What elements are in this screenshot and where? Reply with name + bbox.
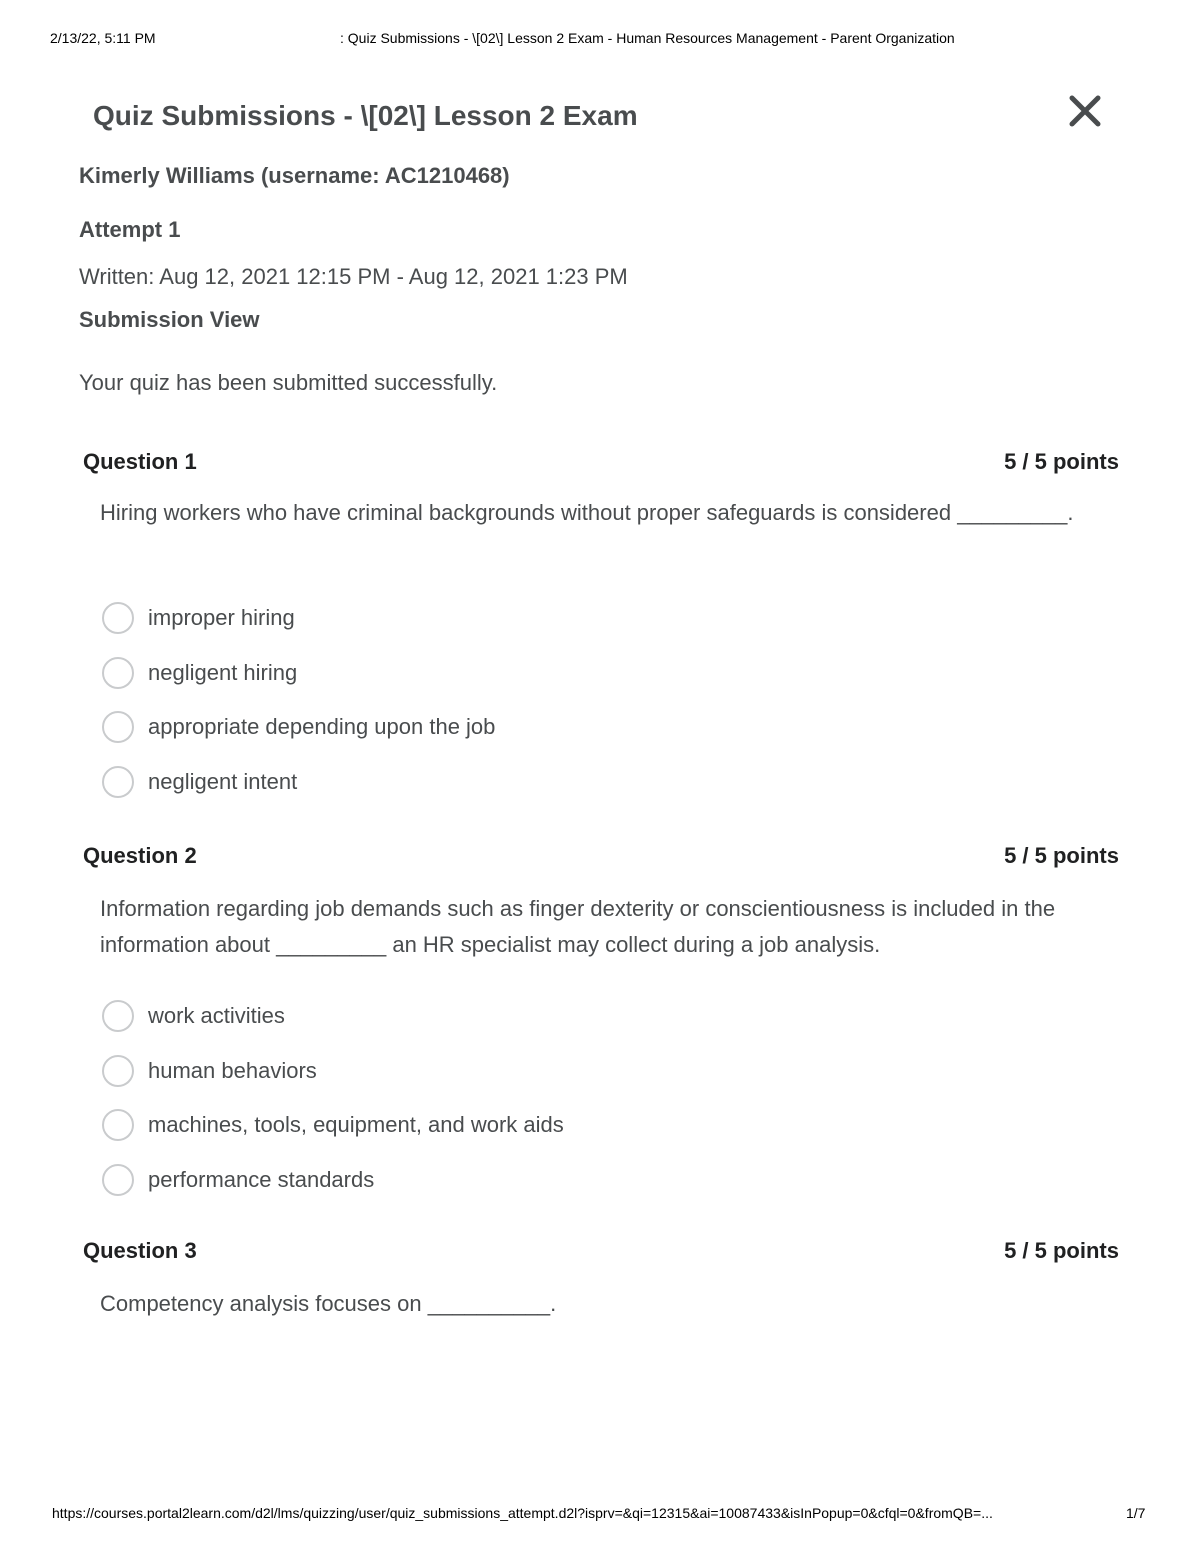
answer-option[interactable] [102, 755, 495, 810]
written-timestamp: Written: Aug 12, 2021 12:15 PM - Aug 12, 2021 1:23 PM [79, 264, 628, 289]
answer-label: negligent hiring [148, 659, 298, 685]
question-points: 5 / 5 points [1004, 449, 1119, 474]
radio-button[interactable] [102, 1164, 134, 1196]
page-number: 1/7 [1126, 1505, 1146, 1521]
print-header [0, 30, 1200, 50]
submission-view-label: Submission View [79, 307, 260, 332]
answer-label: appropriate depending upon the job [148, 714, 496, 740]
submitted-message: Your quiz has been submitted successfully. [79, 370, 498, 395]
answer-option[interactable] [102, 1098, 564, 1153]
answer-label: work activities [148, 1003, 285, 1029]
radio-button[interactable] [102, 711, 134, 743]
question-points: 5 / 5 points [1004, 843, 1119, 868]
answer-option[interactable] [102, 646, 495, 701]
answer-options [102, 591, 495, 809]
answer-label: improper hiring [148, 605, 295, 631]
close-icon [1066, 92, 1104, 130]
question-text: Competency analysis focuses on __________. [100, 1291, 557, 1316]
question-title: Question 2 [83, 843, 197, 868]
close-button[interactable] [1066, 92, 1104, 130]
answer-label: human behaviors [148, 1057, 317, 1083]
page-title: Quiz Submissions - \[02\] Lesson 2 Exam [93, 100, 638, 131]
radio-button[interactable] [102, 1000, 134, 1032]
question-title: Question 1 [83, 449, 197, 474]
answer-options [102, 989, 564, 1207]
question-points: 5 / 5 points [1004, 1238, 1119, 1263]
question-title: Question 3 [83, 1238, 197, 1263]
answer-option[interactable] [102, 591, 495, 646]
answer-option[interactable] [102, 989, 564, 1044]
user-line: Kimerly Williams (username: AC1210468) [79, 163, 510, 188]
radio-button[interactable] [102, 1055, 134, 1087]
attempt-label: Attempt 1 [79, 217, 181, 242]
answer-option[interactable] [102, 1044, 564, 1099]
answer-option[interactable] [102, 700, 495, 755]
radio-button[interactable] [102, 766, 134, 798]
radio-button[interactable] [102, 1109, 134, 1141]
question-1 [0, 449, 1200, 794]
print-url: https://courses.portal2learn.com/d2l/lms/quizzing/user/quiz_submissions_attempt.d2l?isprv=&qi=12315&ai=10087433&isInPopup=0&cfql=0&fromQB=... [52, 1505, 993, 1521]
print-doc-title: : Quiz Submissions - \[02\] Lesson 2 Exam - Human Resources Management - Parent Organization [340, 30, 955, 46]
print-date: 2/13/22, 5:11 PM [50, 30, 156, 46]
radio-button[interactable] [102, 657, 134, 689]
answer-label: negligent intent [148, 768, 298, 794]
question-3 [0, 1238, 1200, 1316]
answer-label: machines, tools, equipment, and work aids [148, 1112, 564, 1138]
question-text: Hiring workers who have criminal backgrounds without proper safeguards is considered _________. [100, 500, 1074, 525]
radio-button[interactable] [102, 602, 134, 634]
question-2 [0, 843, 1200, 1192]
answer-option[interactable] [102, 1153, 564, 1208]
print-footer [0, 1505, 1200, 1525]
answer-label: performance standards [148, 1166, 375, 1192]
question-text: Information regarding job demands such as finger dexterity or conscientiousness is included in the information about _________ an HR specialist may collect during a job analysis. [100, 896, 1056, 957]
